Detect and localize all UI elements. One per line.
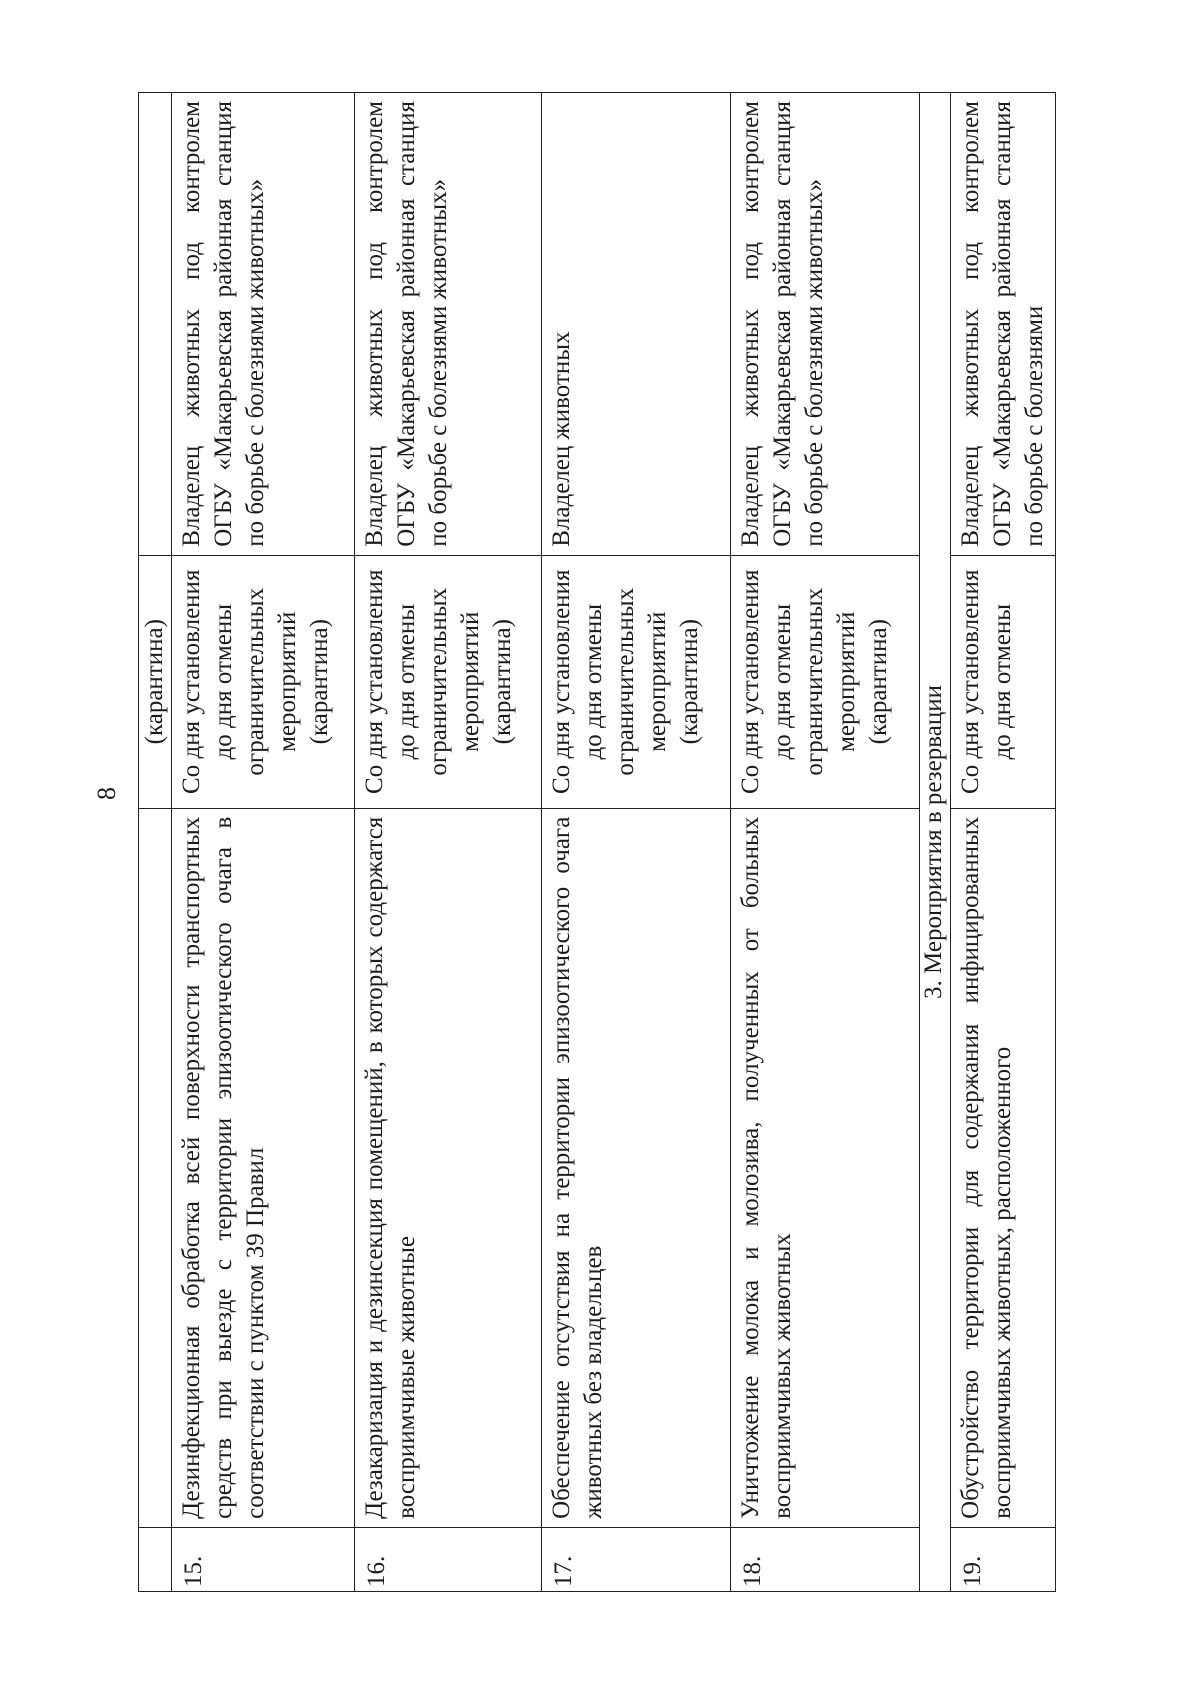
responsible-cell: Владелец животных под контролем ОГБУ «Макарьевская районная станция по борьбе с болезнями	[951, 93, 1056, 556]
action-cell: Обеспечение отсутствия на территории эпизоотического очага животных без владельцев	[542, 808, 731, 1527]
responsible-cell	[139, 93, 172, 556]
number-cell: 18.	[731, 1527, 920, 1591]
term-cell: Со дня установления до дня отмены	[951, 555, 1056, 808]
responsible-cell: Владелец животных под контролем ОГБУ «Макарьевская районная станция по борьбе с болезнями животных»	[731, 93, 920, 556]
responsible-cell: Владелец животных под контролем ОГБУ «Макарьевская районная станция по борьбе с болезнями животных»	[355, 93, 542, 556]
measures-table-sheet	[138, 92, 1068, 1592]
number-cell: 19.	[951, 1527, 1056, 1591]
section-title: 3. Мероприятия в резервации	[920, 93, 951, 1592]
number-cell: 15.	[172, 1527, 355, 1591]
table-row	[139, 93, 172, 1592]
table-row	[731, 93, 920, 1592]
action-cell	[139, 808, 172, 1527]
term-cell: Со дня установления до дня отмены ограничительных мероприятий (карантина)	[731, 555, 920, 808]
number-cell: 17.	[542, 1527, 731, 1591]
action-cell: Дезинфекционная обработка всей поверхности транспортных средств при выезде с территории эпизоотического очага в соответствии с пунктом 39 Правил	[172, 808, 355, 1527]
measures-table	[138, 92, 1056, 1592]
term-cell: Со дня установления до дня отмены ограничительных мероприятий (карантина)	[542, 555, 731, 808]
table-row	[172, 93, 355, 1592]
action-cell: Дезакаризация и дезинсекция помещений, в которых содержатся восприимчивые животные	[355, 808, 542, 1527]
action-cell: Обустройство территории для содержания инфицированных восприимчивых животных, расположенного	[951, 808, 1056, 1527]
responsible-cell: Владелец животных	[542, 93, 731, 556]
term-cell: (карантина)	[139, 555, 172, 808]
number-cell: 16.	[355, 1527, 542, 1591]
term-cell: Со дня установления до дня отмены ограничительных мероприятий (карантина)	[172, 555, 355, 808]
table-row	[355, 93, 542, 1592]
responsible-cell: Владелец животных под контролем ОГБУ «Макарьевская районная станция по борьбе с болезнями животных»	[172, 93, 355, 556]
section-header-row	[920, 93, 951, 1592]
table-row	[951, 93, 1056, 1592]
action-cell: Уничтожение молока и молозива, полученных от больных восприимчивых животных	[731, 808, 920, 1527]
page-number: 8	[92, 787, 121, 800]
number-cell	[139, 1527, 172, 1591]
term-cell: Со дня установления до дня отмены ограничительных мероприятий (карантина)	[355, 555, 542, 808]
table-row	[542, 93, 731, 1592]
